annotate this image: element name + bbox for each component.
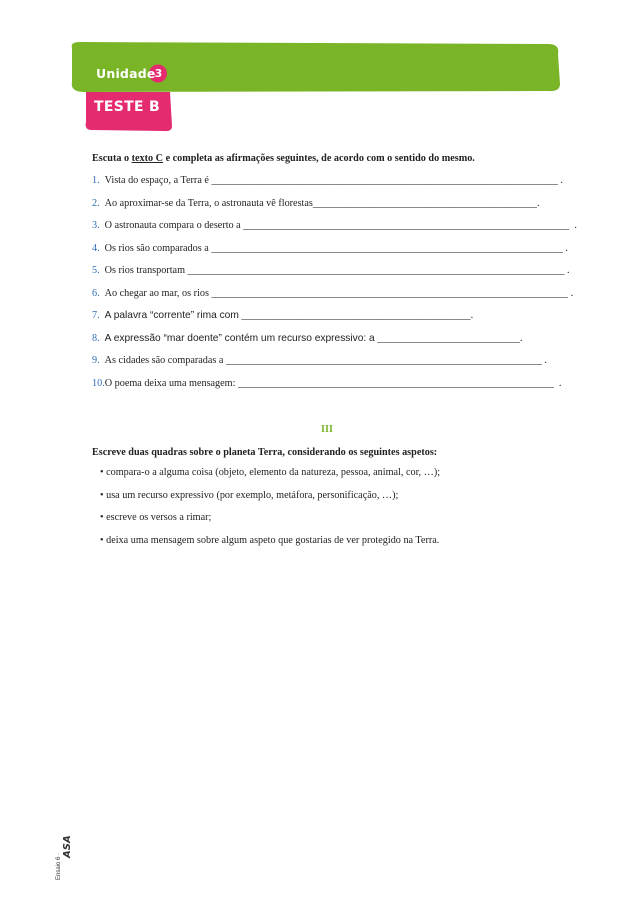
list-item (92, 174, 563, 197)
side-text: Ensaio 6 · (56, 852, 62, 880)
item-number: 2. (92, 197, 100, 209)
list-item (92, 197, 540, 220)
exercise-instruction (92, 152, 532, 166)
item-text: A palavra “corrente” rima com (104, 310, 239, 321)
list-item (92, 242, 568, 265)
answer-blank[interactable]: _____________________________________________________________________ . (208, 242, 568, 254)
item-number: 3. (92, 220, 100, 231)
item-text: Ao aproximar-se da Terra, o astronauta vê florestas (104, 197, 313, 209)
test-title: TESTE B (94, 99, 160, 115)
answer-blank[interactable]: __________________________________________________________________________ . (185, 265, 570, 276)
item-text: O astronauta compara o deserto a (104, 220, 241, 231)
unit-number: 3 (154, 67, 163, 80)
list-item (92, 332, 532, 355)
list-item: • compara-o a alguma coisa (objeto, elemento da natureza, pessoa, animal, cor, …); (100, 467, 441, 478)
completion-items (92, 174, 577, 399)
list-item (92, 264, 570, 287)
answer-blank[interactable]: ____________________________. (374, 332, 523, 344)
list-item (92, 309, 532, 332)
item-number: 9. (92, 355, 100, 366)
text-reference: texto C (131, 153, 164, 164)
list-item (92, 219, 577, 242)
item-number: 6. (92, 287, 100, 299)
answer-blank[interactable]: ____________________________________________. (312, 197, 540, 209)
worksheet-content (92, 152, 577, 546)
list-item (92, 377, 562, 400)
list-item: • escreve os versos a rimar; (100, 512, 212, 523)
item-number: 5. (92, 265, 100, 276)
item-number: 4. (92, 242, 100, 254)
item-text: O poema deixa uma mensagem: (104, 377, 236, 389)
writing-task (92, 447, 562, 556)
instruction-text-after: e completa as afirmações seguintes, de acordo com o sentido do mesmo. (163, 153, 475, 164)
item-text: A expressão “mar doente” contém um recurso expressivo: a (104, 332, 375, 344)
task-title: Escreve duas quadras sobre o planeta Terra, considerando os seguintes aspetos: (92, 447, 438, 458)
item-number: 7. (92, 310, 100, 321)
instruction-text-before: Escuta o (92, 153, 132, 164)
publisher-mark (52, 835, 74, 880)
item-text: Ao chegar ao mar, os rios (104, 287, 209, 299)
answer-blank[interactable]: ____________________________________________________________________ . (208, 175, 563, 186)
answer-blank[interactable]: ______________________________________________________________________ . (208, 287, 574, 299)
item-text: Os rios são comparados a (104, 242, 209, 254)
item-number: 10. (92, 377, 105, 389)
unit-label: Unidade (96, 66, 156, 81)
list-item: • deixa uma mensagem sobre algum aspeto que gostarias de ver protegido na Terra. (100, 534, 440, 546)
item-text: Os rios transportam (104, 265, 185, 276)
list-item (92, 354, 547, 377)
answer-blank[interactable]: ______________________________________________________________ . (223, 355, 547, 366)
section-number: III (321, 424, 333, 435)
answer-blank[interactable]: _____________________________________________. (238, 310, 474, 321)
answer-blank[interactable]: ________________________________________________________________ . (240, 220, 577, 231)
publisher-logo: ASA (62, 835, 73, 858)
task-aspects (92, 466, 562, 556)
answer-blank[interactable]: ______________________________________________________________ . (235, 377, 562, 389)
item-text: Vista do espaço, a Terra é (104, 175, 209, 186)
item-number: 8. (92, 332, 100, 344)
item-number: 1. (92, 175, 100, 186)
list-item (92, 287, 574, 310)
list-item: • usa um recurso expressivo (por exemplo, metáfora, personificação, …); (100, 489, 399, 501)
item-text: As cidades são comparadas a (104, 355, 224, 366)
